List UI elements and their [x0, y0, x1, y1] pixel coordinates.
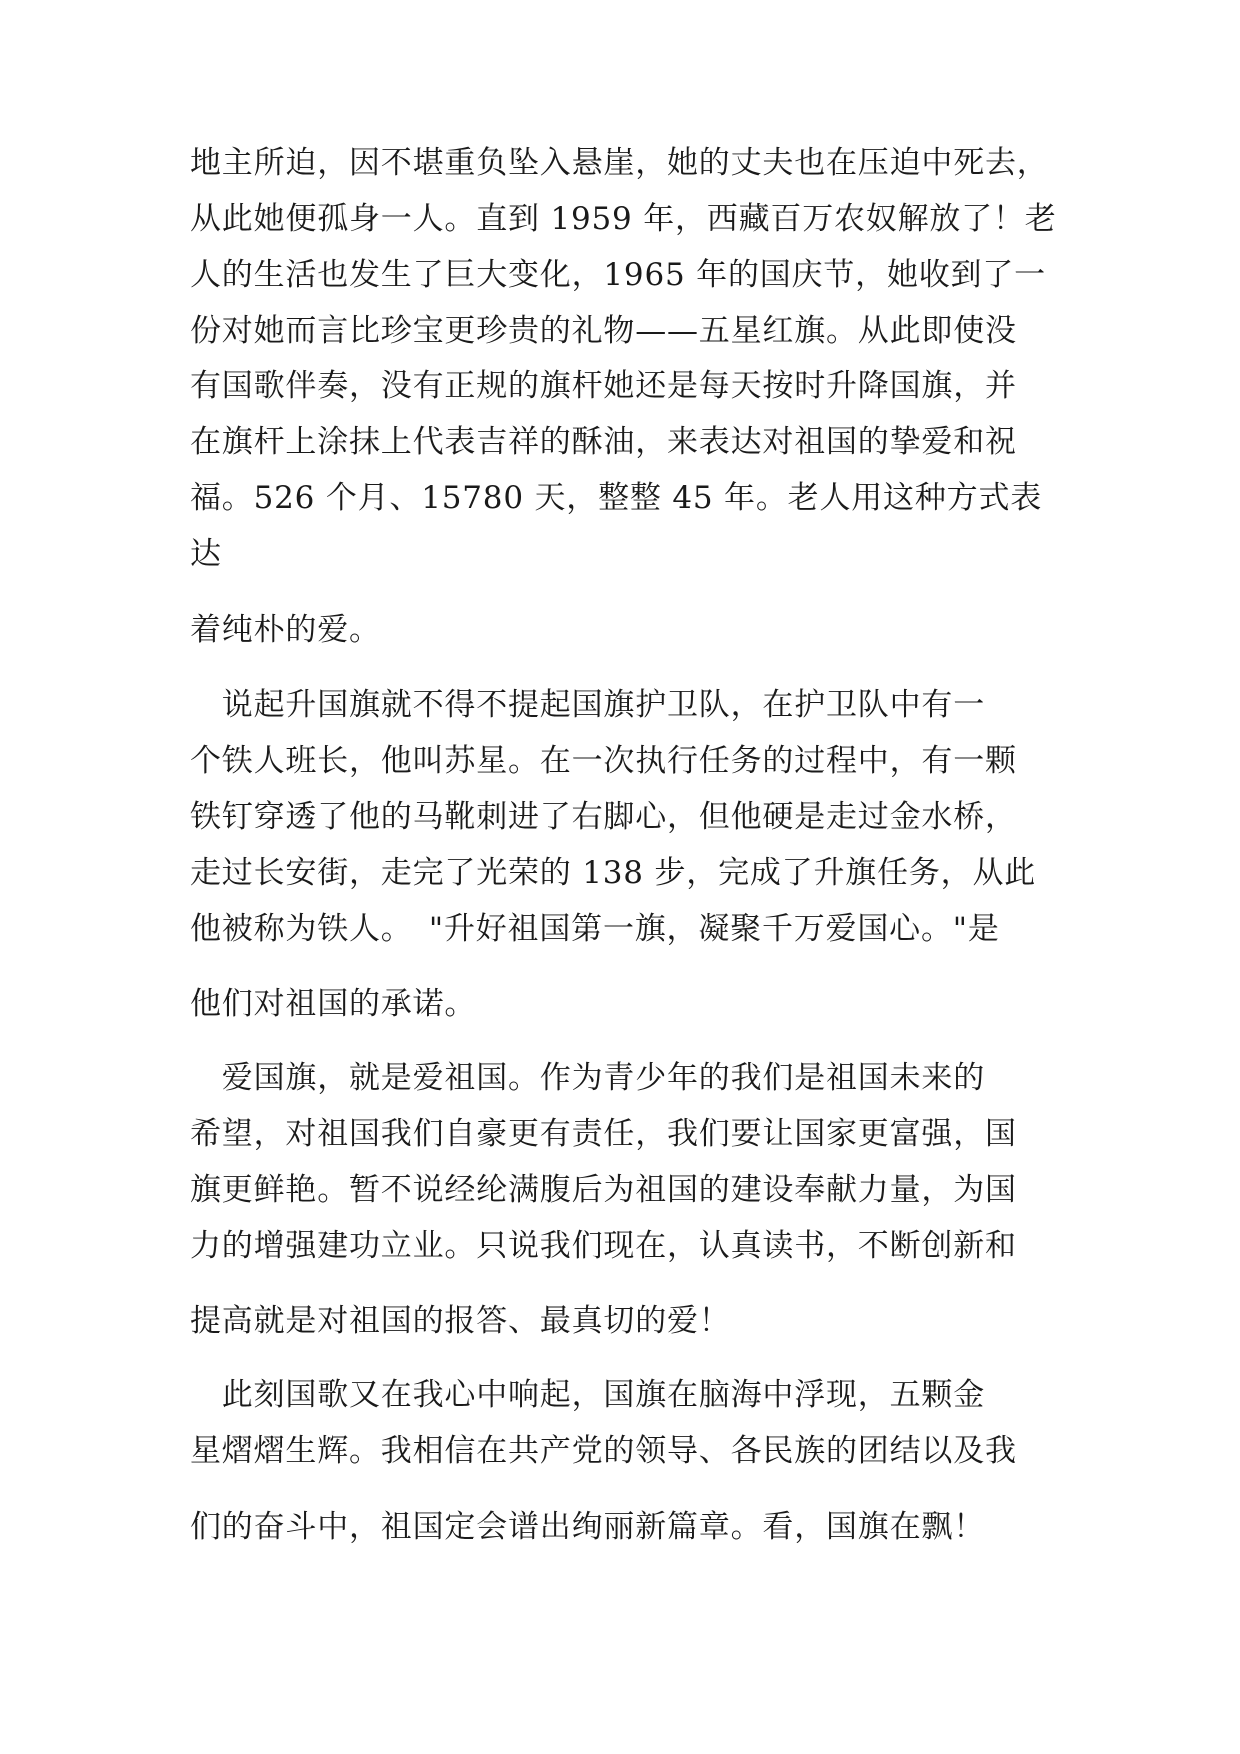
- text-line: 达: [190, 536, 222, 572]
- text-line: 福。526 个月、15780 天，整整 45 年。老人用这种方式表: [190, 480, 1043, 516]
- text-line: 从此她便孤身一人。直到 1959 年，西藏百万农奴解放了！老: [190, 201, 1057, 237]
- text-line: 人的生活也发生了巨大变化，1965 年的国庆节，她收到了一: [190, 257, 1046, 293]
- paragraph-start: 此刻国歌又在我心中响起，国旗在脑海中浮现，五颗金: [190, 1377, 985, 1413]
- text-line: 他被称为铁人。 "升好祖国第一旗，凝聚千万爱国心。"是: [190, 911, 1000, 947]
- paragraph-start: 爱国旗，就是爱祖国。作为青少年的我们是祖国未来的: [190, 1060, 985, 1096]
- text-line: 在旗杆上涂抹上代表吉祥的酥油，来表达对祖国的挚爱和祝: [190, 424, 1017, 460]
- text-line: 力的增强建功立业。只说我们现在，认真读书，不断创新和: [190, 1228, 1017, 1264]
- paragraph-start: 说起升国旗就不得不提起国旗护卫队，在护卫队中有一: [190, 687, 985, 723]
- text-line: 地主所迫，因不堪重负坠入悬崖，她的丈夫也在压迫中死去，: [190, 145, 1049, 181]
- text-line: 着纯朴的爱。: [190, 612, 381, 648]
- text-line: 星熠熠生辉。我相信在共产党的领导、各民族的团结以及我: [190, 1433, 1017, 1469]
- text-line: 希望，对祖国我们自豪更有责任，我们要让国家更富强，国: [190, 1116, 1017, 1152]
- text-line: 铁钉穿透了他的马靴刺进了右脚心，但他硬是走过金水桥，: [190, 799, 1017, 835]
- text-line: 个铁人班长，他叫苏星。在一次执行任务的过程中，有一颗: [190, 743, 1017, 779]
- text-line: 有国歌伴奏，没有正规的旗杆她还是每天按时升降国旗，并: [190, 368, 1017, 404]
- text-line: 们的奋斗中，祖国定会谱出绚丽新篇章。看，国旗在飘！: [190, 1509, 985, 1545]
- text-line: 份对她而言比珍宝更珍贵的礼物——五星红旗。从此即使没: [190, 313, 1017, 349]
- text-line: 走过长安街，走完了光荣的 138 步，完成了升旗任务，从此: [190, 855, 1037, 891]
- text-line: 旗更鲜艳。暂不说经纶满腹后为祖国的建设奉献力量，为国: [190, 1172, 1017, 1208]
- text-line: 提高就是对祖国的报答、最真切的爱！: [190, 1303, 731, 1339]
- text-line: 他们对祖国的承诺。: [190, 986, 477, 1022]
